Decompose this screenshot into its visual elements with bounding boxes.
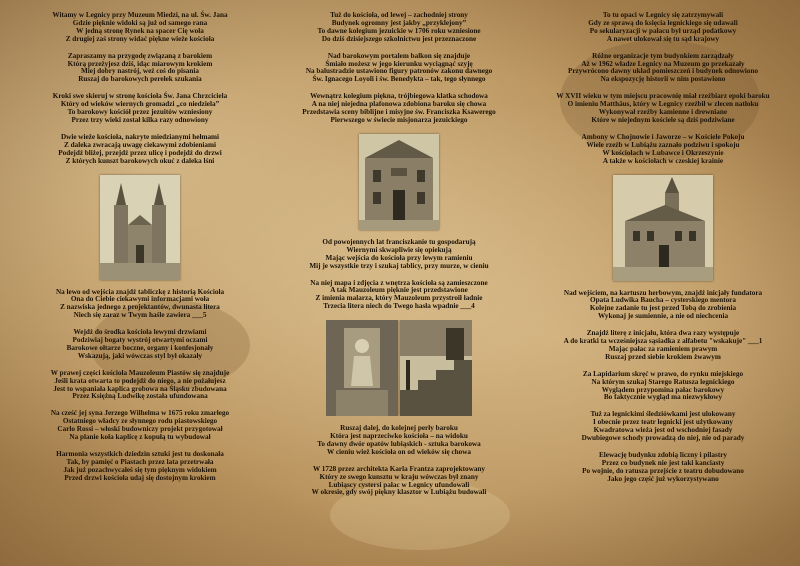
verse-line: A także w kościołach w czeskiej krainie	[602, 156, 724, 165]
stanza	[15, 53, 265, 85]
verse-line: Pierwszego w świecie misjonarza jezuickiego	[330, 115, 468, 124]
stanza	[532, 93, 794, 125]
palace-photo	[613, 175, 713, 281]
verse-line: Opata Ludwika Baucha – cysterskiego mentora	[590, 296, 736, 305]
verse-line: W 1728 przez architekta Karla Frantza zaprojektowany	[312, 464, 486, 473]
verse-line: Z nazwiska jednego z projektantów, dwunasta litera	[60, 303, 220, 312]
verse-line: Przed drzwi kościoła udaj się dostojnym krokiem	[64, 473, 216, 482]
column-left	[15, 12, 265, 492]
verse-line: Na planie koła kaplicę z kopułą tu wybudował	[69, 433, 211, 442]
stanza	[532, 134, 794, 166]
college-building-image	[359, 134, 439, 230]
stanza	[15, 93, 265, 125]
verse-line: Wykonaj je sumiennie, a nie od niechcenia	[597, 312, 729, 321]
verse-line: Na ekspozycję historii w nim postawiono	[600, 75, 726, 84]
verse-line: W jedną stronę Rynek na spacer Cię woła	[76, 26, 204, 35]
verse-line: Kroki swe skieruj w stronę kościoła Św. Jana Chrzciciela	[52, 92, 228, 101]
verse-line: A nawet ulokował się tu sąd krajowy	[606, 34, 720, 43]
verse-line: Jako jego część już wykorzystywano	[607, 474, 719, 483]
verse-line: Tuż do kościoła, od lewej – zachodniej strony	[330, 11, 468, 19]
verse-line: Trzecia litera niech do Twego hasła wpadnie ___4	[323, 302, 475, 311]
verse-line: Mając wejścia do kościoła przy lewym ramieniu	[325, 253, 473, 262]
verse-line: To tu opaci w Legnicy się zatrzymywali	[602, 11, 724, 19]
verse-line: Wykonywał rzeźby kamienne i drewniane	[598, 108, 728, 117]
verse-line: Mij je wszystkie trzy i szukaj tablicy, przy murze, w cieniu	[309, 261, 489, 270]
verse-line: Ona do Ciebie ciekawymi informacjami woła	[70, 295, 210, 304]
verse-line: Carlo Rossi – włoski budowniczy projekt przygotował	[57, 425, 223, 434]
verse-line: Bo faktycznie wygląd ma niezwykłowy	[603, 393, 723, 402]
verse-line: Śmiało możesz w jego kierunku wyciągnąć szyję	[325, 59, 473, 68]
verse-line: W prawej części kościoła Mauzoleum Piastów się znajduje	[50, 368, 230, 377]
stanza	[15, 289, 265, 321]
verse-line: Po sekularyzacji w pałacu był urząd podatkowy	[589, 26, 737, 35]
verse-line: Wskazują, jaki wówczas styl był okazały	[77, 351, 203, 360]
stanza	[532, 452, 794, 484]
verse-line: Znajdź literę z inicjału, która dwa razy występuje	[586, 329, 740, 338]
verse-line: Podziwiaj bogaty wystrój otwartymi oczami	[72, 336, 208, 345]
verse-line: Tuż za legnickimi śledziówkami jest ulokowany	[590, 410, 736, 419]
verse-line: Z drugiej zaś strony widać piękne wieże kościoła	[65, 34, 215, 43]
verse-line: Witamy w Legnicy przy Muzeum Miedzi, na ul. Św. Jana	[52, 11, 228, 19]
verse-line: Do dziś dzisiejszego szkolnictwu jest przeznaczone	[321, 34, 477, 43]
verse-line: Wiele rzeźb w Lubiążu zaznało podziwu i spokoju	[586, 140, 740, 149]
verse-line: Na lewo od wejścia znajdź tabliczkę z historią Kościoła	[55, 287, 225, 296]
stanza	[532, 411, 794, 443]
stanza	[532, 290, 794, 322]
verse-line: W cieniu wież kościoła on od wieków się chowa	[326, 447, 472, 456]
verse-line: Które w niejednym kościele są dziś podziwiane	[591, 115, 735, 124]
column-middle	[284, 12, 514, 506]
verse-line: Niech się zaraz w Twym haśle zawiera ___5	[73, 311, 207, 320]
verse-line: Z daleka zwracają uwagę ciekawymi zdobieniami	[64, 140, 216, 149]
stanza	[15, 410, 265, 442]
verse-line: Kwadratowa wieża jest od wschodniej fasady	[593, 426, 733, 435]
verse-line: Przez trzy wieki został kilka razy odnowiony	[71, 115, 209, 124]
verse-line: Po wojnie, do ratusza przejście z teatru dobudowano	[582, 466, 744, 475]
verse-line: Ruszaj do barokowych perełek szukania	[78, 75, 202, 84]
verse-line: I obecnie przez teatr legnicki jest użytkowany	[593, 418, 733, 427]
verse-line: Barokowe ołtarze boczne, organy i konfesjonały	[66, 343, 214, 352]
palace-image	[613, 175, 713, 281]
verse-line: Który ze swego kunsztu w kraju wówczas był znany	[319, 472, 479, 481]
stanza	[15, 370, 265, 402]
verse-line: Z imienia malarza, który Mauzoleum przystroił ładnie	[315, 294, 483, 303]
verse-line: Lubiąscy cystersi pałac w Legnicy ufundowali	[328, 480, 470, 489]
verse-line: Nad barokowym portalem balkon się znajduje	[327, 51, 471, 60]
verse-line: Gdzie pięknie widoki są już od samego rana	[72, 18, 208, 27]
verse-line: O imieniu Matthäus, który w Legnicy rzeźbił w zlecen natłoku	[567, 100, 759, 109]
verse-line: Kolejne zadanie tu jest przed Tobą do zrobienia	[589, 304, 737, 313]
stanza	[532, 53, 794, 85]
verse-line: Którą przeżyjesz dziś, idąc miarowym krokiem	[67, 59, 213, 68]
stanza	[284, 466, 514, 498]
verse-line: Która jest naprzeciwko kościoła – na widoku	[330, 432, 468, 441]
verse-line: To dawne kolegium jezuickie w 1706 roku wzniesione	[317, 26, 481, 35]
verse-line: To dawny dwór opatów lubiąskich - sztuka barokowa	[317, 439, 481, 448]
verse-line: Na balustradzie ustawiono figury patronów zakonu dawnego	[305, 67, 493, 76]
sculpture-photo	[326, 320, 398, 416]
verse-line: Gdy ze sprawą do księcia legnickiego się udawali	[588, 18, 738, 27]
verse-line: Dwubiegowe schody prowadzą do niej, nie od parady	[581, 434, 745, 443]
column-right	[532, 12, 794, 493]
verse-line: Ruszaj przed siebie krokiem żwawym	[605, 352, 721, 361]
verse-line: Elewację budynku zdobią liczny i pilastry	[599, 451, 727, 459]
stanza	[284, 53, 514, 85]
verse-line: Wejdź do środka kościoła lewymi drzwiami	[73, 328, 207, 337]
verse-line: Tak, by pamięć o Piastach przez lata przetrwała	[66, 457, 214, 466]
verse-line: Budynek ogromny jest jakby „przyklejony”	[331, 18, 467, 27]
verse-line: Za Lapidarium skręć w prawo, do rynku miejskiego	[582, 369, 744, 378]
stanza	[15, 134, 265, 166]
verse-line: W XVII wieku w tym miejscu pracownię miał rzeźbiarz epoki baroku	[556, 92, 770, 101]
stanza	[284, 425, 514, 457]
verse-line: Jeśli krata otwarta to podejdź do niego, a nie pożałujesz	[54, 376, 226, 385]
verse-line: Wiernymi skwapliwie się opiekują	[346, 245, 452, 254]
verse-line: A do kratki ta wcześniejsza sąsiadka z alfabetu "wskakuje" ___1	[563, 337, 763, 346]
verse-line: Różne organizacje tym budynkiem zarządzały	[592, 51, 734, 60]
verse-line: Na cześć jej syna Jerzego Wilhelma w 1675 roku zmarłego	[50, 409, 230, 418]
verse-line: Harmonia wszystkich dziedzin sztuki jest tu doskonała	[56, 450, 224, 458]
verse-line: Przedstawia sceny biblijne i misyjne św. Franciszka Ksawerego	[302, 108, 496, 117]
verse-line: Zapraszamy na przygodę związaną z barokiem	[67, 51, 213, 60]
sculpture-image	[326, 320, 398, 416]
verse-line: Na niej mapa i zdjęcia z wnętrza kościoła są zamieszczone	[310, 278, 488, 287]
verse-line: Jest to wspaniała kaplica grobowa na Śląsku zbudowana	[53, 384, 227, 393]
verse-line: Na którym szukaj Starego Ratusza legnickiego	[591, 377, 735, 386]
verse-line: To barokowy kościół przez jezuitów wzniesiony	[67, 108, 213, 117]
college-building-photo	[359, 134, 439, 230]
verse-line: Przez Księżną Ludwikę została ufundowana	[72, 392, 208, 401]
stanza	[15, 329, 265, 361]
stanza	[15, 451, 265, 483]
verse-line: Od powojennych lat franciszkanie tu gospodarują	[322, 237, 476, 246]
verse-line: Św. Ignacego Loyoli i św. Benedykta – tak, tego słynnego	[312, 75, 486, 84]
verse-line: Dwie wieże kościoła, nakryte miedzianymi hełmami	[60, 132, 220, 141]
verse-line: Aż w 1962 władze Legnicy na Muzeum go przekazały	[581, 59, 745, 68]
verse-line: A na niej niejedna plafonowa zdobiona baroku się chowa	[311, 100, 487, 109]
verse-line: W okresie, gdy swój piękny klasztor w Lubiążu budowali	[311, 488, 487, 497]
stanza	[284, 12, 514, 44]
stanza	[532, 330, 794, 362]
verse-line: W kościołach w Lubawce i Okrzeszynie	[602, 148, 724, 157]
stanza	[532, 12, 794, 44]
interior-photos	[326, 320, 472, 416]
verse-line: A tak Mauzoleum pięknie jest przedstawione	[330, 286, 468, 295]
verse-line: Przywrócono dawny układ pomieszczeń i budynek odnowiono	[567, 67, 759, 76]
verse-line: Wewnątrz kolegium piękna, trójbiegowa klatka schodowa	[310, 92, 488, 101]
verse-line: Z których kunszt barokowych okuć z daleka lśni	[65, 156, 215, 165]
stanza	[284, 280, 514, 312]
verse-line: Ambony w Chojnowie i Jaworze – w Kościele Pokoju	[581, 132, 745, 141]
staircase-photo	[400, 320, 472, 416]
staircase-image	[400, 320, 472, 416]
church-towers-image	[100, 175, 180, 280]
verse-line: Nad wejściem, na kartuszu herbowym, znajdź inicjały fundatora	[563, 288, 763, 297]
stanza	[532, 371, 794, 403]
verse-line: Mając pałac za ramieniem prawym	[608, 344, 718, 353]
stanza	[15, 12, 265, 44]
verse-line: Miej dobry nastrój, weź coś do pisania	[81, 67, 199, 76]
verse-line: Podejdź bliżej, przejdź przez ulicę i podejdź do drzwi	[58, 148, 222, 157]
stanza	[284, 239, 514, 271]
stanza	[284, 93, 514, 125]
verse-line: Przez co budynek nie jest taki kanciasty	[601, 458, 725, 467]
verse-line: Wyglądem przypomina pałac barokowy	[601, 385, 725, 394]
church-towers-photo	[100, 175, 180, 280]
verse-line: Jak już pozachwycałeś się tym pięknym widokiem	[63, 465, 217, 474]
verse-line: Który od wieków wiernych gromadzi „co niedziela”	[60, 100, 220, 109]
verse-line: Ruszaj dalej, do kolejnej perły baroku	[340, 424, 458, 433]
verse-line: Ostatniego władcy ze słynnego rodu piastowskiego	[62, 417, 218, 426]
